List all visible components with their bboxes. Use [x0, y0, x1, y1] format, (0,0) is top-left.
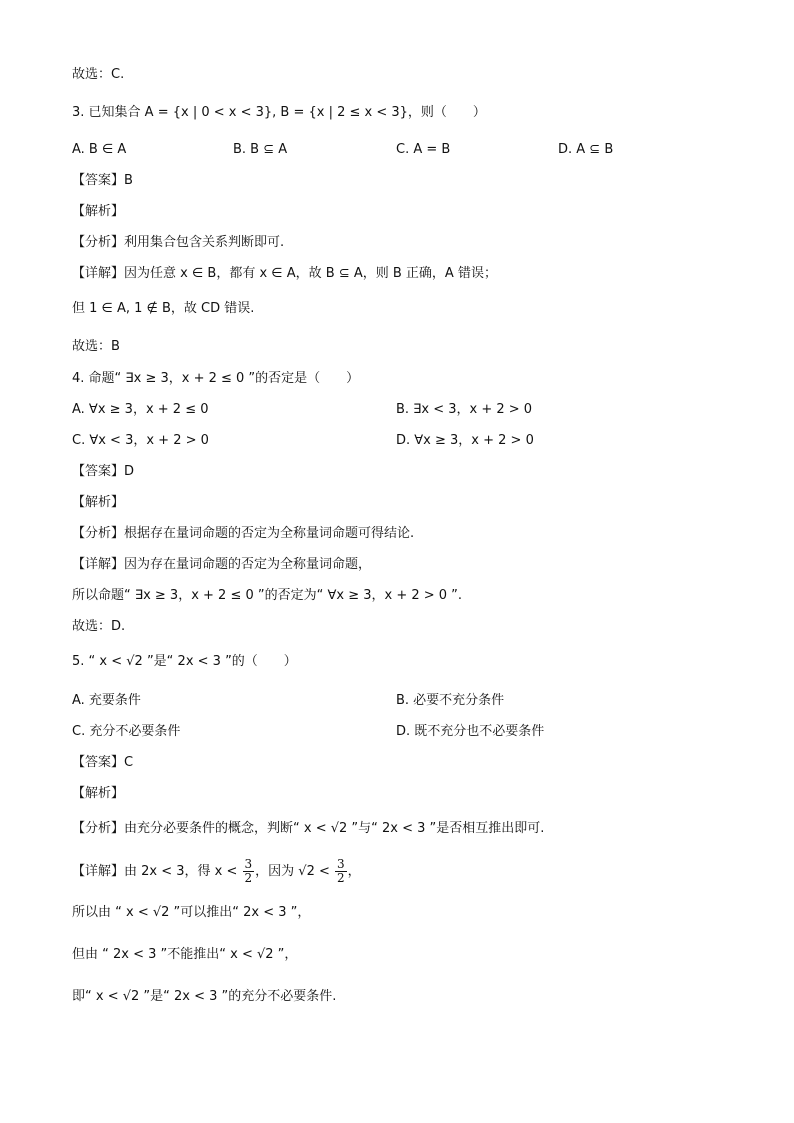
q5-analysis: 【分析】由充分必要条件的概念，判断“ x < √2 ”与“ 2x < 3 ”是否相互推出即可.: [72, 821, 545, 836]
q5-detail-pre: 【详解】由 2x < 3，得 x <: [72, 864, 238, 879]
fraction-denominator: 2: [337, 871, 345, 885]
q4-detail-2: 所以命题“ ∃x ≥ 3，x + 2 ≤ 0 ”的否定为“ ∀x ≥ 3，x + 2 > 0 ”.: [72, 588, 463, 603]
q3-option-c: C. A = B: [396, 142, 451, 157]
q3-detail: 【详解】因为任意 x ∈ B，都有 x ∈ A，故 B ⊆ A，则 B 正确，A 错误；: [72, 266, 497, 281]
q4-analysis-heading: 【解析】: [72, 495, 125, 510]
answer-line: 故选：C.: [72, 67, 125, 82]
q4-detail: 【详解】因为存在量词命题的否定为全称量词命题，: [72, 557, 372, 572]
q5-detail-2: 所以由 “ x < √2 ”可以推出“ 2x < 3 ”，: [72, 905, 311, 920]
q3-detail-2: 但 1 ∈ A, 1 ∉ B，故 CD 错误.: [72, 301, 255, 316]
fraction-3-2: [243, 858, 255, 885]
q5-option-c: C. 充分不必要条件: [72, 724, 181, 739]
q5-detail-3: 但由 “ 2x < 3 ”不能推出“ x < √2 ”，: [72, 947, 298, 962]
q4-analysis: 【分析】根据存在量词命题的否定为全称量词命题可得结论.: [72, 526, 415, 541]
q4-option-a: A. ∀x ≥ 3，x + 2 ≤ 0: [72, 402, 209, 417]
q5-answer: 【答案】C: [72, 755, 134, 770]
question-3-stem: 3. 已知集合 A = {x | 0 < x < 3}, B = {x | 2 ≤ x < 3}，则（ ）: [72, 105, 486, 120]
fraction-denominator: 2: [244, 871, 253, 885]
q5-detail-mid: ，因为 √2 <: [255, 864, 330, 879]
q4-option-d: D. ∀x ≥ 3，x + 2 > 0: [396, 433, 534, 448]
q3-analysis: 【分析】利用集合包含关系判断即可.: [72, 235, 285, 250]
q3-option-b: B. B ⊆ A: [233, 142, 288, 157]
q3-option-a: A. B ∈ A: [72, 142, 127, 157]
q4-option-b: B. ∃x < 3，x + 2 > 0: [396, 402, 533, 417]
fraction-numerator: 3: [244, 857, 253, 871]
q4-option-c: C. ∀x < 3，x + 2 > 0: [72, 433, 209, 448]
fraction-3-2-second: [335, 858, 347, 885]
q3-option-d: D. A ⊆ B: [558, 142, 614, 157]
q3-analysis-heading: 【解析】: [72, 204, 125, 219]
q4-choice: 故选：D.: [72, 619, 126, 634]
q5-option-d: D. 既不充分也不必要条件: [396, 724, 545, 739]
fraction-numerator: 3: [337, 857, 345, 871]
q5-option-a: A. 充要条件: [72, 693, 141, 708]
q4-answer: 【答案】D: [72, 464, 135, 479]
q3-answer: 【答案】B: [72, 173, 133, 188]
q5-detail-end: ，: [347, 864, 361, 879]
question-4-stem: 4. 命题“ ∃x ≥ 3，x + 2 ≤ 0 ”的否定是（ ）: [72, 371, 360, 386]
q5-conclusion: 即“ x < √2 ”是“ 2x < 3 ”的充分不必要条件.: [72, 989, 337, 1004]
q5-detail: [72, 854, 361, 894]
q5-option-b: B. 必要不充分条件: [396, 693, 505, 708]
q3-choice: 故选：B: [72, 339, 120, 354]
question-5-stem: 5. “ x < √2 ”是“ 2x < 3 ”的（ ）: [72, 654, 297, 669]
q5-analysis-heading: 【解析】: [72, 786, 125, 801]
